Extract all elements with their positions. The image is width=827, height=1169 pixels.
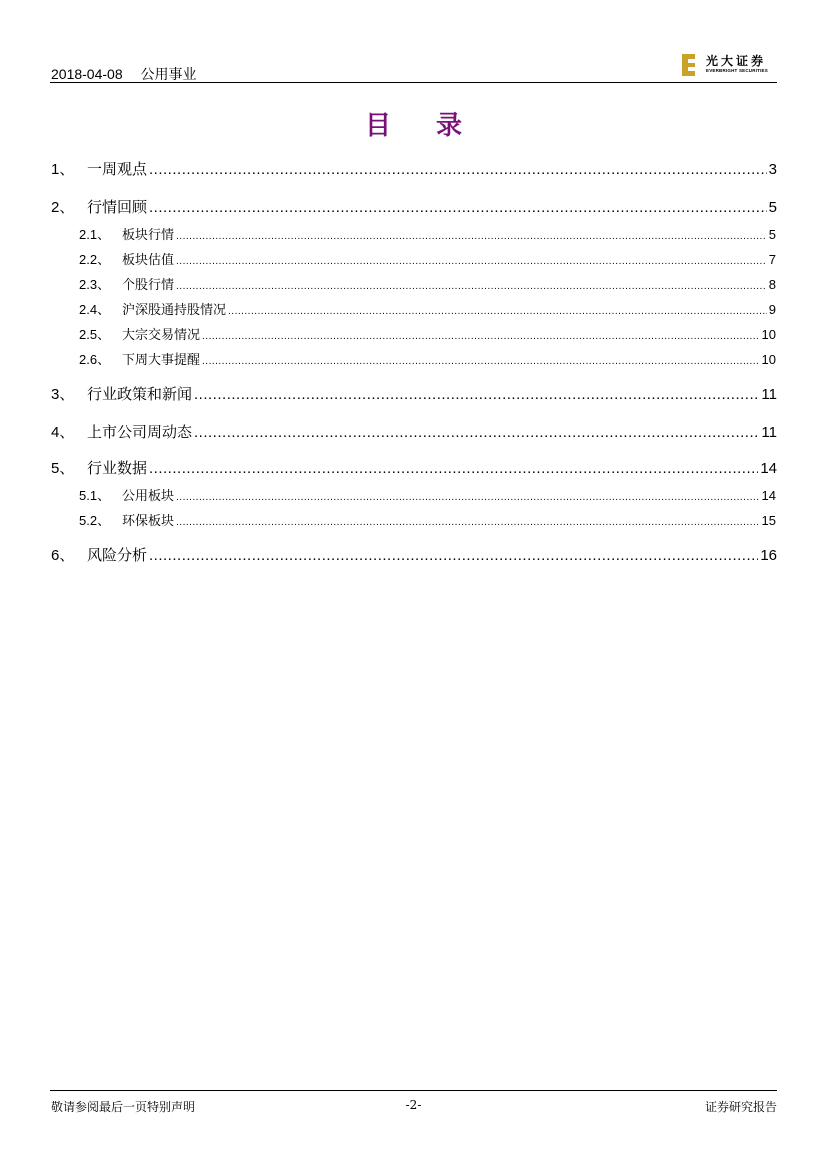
everbright-logo — [682, 52, 777, 78]
toc-title: 目 录 — [364, 111, 481, 141]
toc-entry-label[interactable]: 风险分析 — [87, 547, 148, 564]
toc-entry-number: 2.5、 — [79, 327, 111, 342]
toc-entry[interactable] — [79, 274, 776, 293]
toc-entry-label[interactable]: 一周观点 — [87, 161, 148, 178]
toc-entry-page[interactable]: 10 — [761, 327, 776, 342]
toc-entry-label[interactable]: 沪深股通持股情况 — [122, 302, 227, 317]
toc-entry-page[interactable]: 5 — [768, 199, 777, 216]
toc-entry-page[interactable]: 14 — [761, 488, 776, 503]
page-footer — [50, 1090, 777, 1114]
toc-dot-leader — [176, 256, 767, 267]
toc-entry-number: 4、 — [51, 424, 75, 441]
toc-entry-number: 5.1、 — [79, 488, 111, 503]
toc-entry-page[interactable]: 5 — [768, 227, 776, 242]
toc-entry-label[interactable]: 板块估值 — [122, 252, 175, 267]
toc-dot-leader — [149, 161, 767, 178]
toc-dot-leader — [202, 331, 760, 342]
toc-entry-label[interactable]: 行业政策和新闻 — [87, 386, 193, 403]
toc-entry-page[interactable]: 15 — [761, 513, 776, 528]
toc-entry[interactable] — [79, 249, 776, 268]
footer-page-number: -2- — [405, 1098, 422, 1112]
toc-entry-label[interactable]: 下周大事提醒 — [122, 352, 201, 367]
toc-entry-number: 2.1、 — [79, 227, 111, 242]
toc-entry[interactable] — [51, 158, 777, 179]
page-header — [50, 54, 777, 83]
toc-entry-number: 2.6、 — [79, 352, 111, 367]
toc-entry-number: 2.4、 — [79, 302, 111, 317]
toc-dot-leader — [176, 231, 767, 242]
toc-dot-leader — [194, 386, 759, 403]
toc-dot-leader — [176, 281, 767, 292]
toc-entry-label[interactable]: 个股行情 — [122, 277, 175, 292]
toc-dot-leader — [202, 356, 760, 367]
logo-name-en: EVERBRIGHT SECURITIES — [706, 68, 768, 73]
footer-doc-type: 证券研究报告 — [704, 1100, 777, 1114]
toc-entry-number: 5、 — [51, 460, 75, 477]
toc-entry-number: 2.2、 — [79, 252, 111, 267]
toc-entry-number: 6、 — [51, 547, 75, 564]
toc-entry-label[interactable]: 板块行情 — [122, 227, 175, 242]
toc-entry-number: 5.2、 — [79, 513, 111, 528]
toc-entry-page[interactable]: 10 — [761, 352, 776, 367]
toc-entry[interactable] — [51, 196, 777, 217]
header-meta — [51, 64, 211, 84]
toc-entry-page[interactable]: 7 — [768, 252, 776, 267]
toc-entry-page[interactable]: 11 — [761, 386, 777, 403]
toc-entry[interactable] — [51, 383, 777, 404]
toc-entry-page[interactable]: 11 — [761, 424, 777, 441]
toc-entry-page[interactable]: 14 — [760, 460, 777, 477]
toc-entry[interactable] — [51, 457, 777, 478]
toc-dot-leader — [176, 492, 760, 503]
toc-entry-label[interactable]: 上市公司周动态 — [87, 424, 193, 441]
toc-entry-number: 2、 — [51, 199, 75, 216]
toc-entry[interactable] — [51, 421, 777, 442]
industry-label: 公用事业 — [140, 66, 197, 82]
toc-entry-number: 1、 — [51, 161, 75, 178]
footer-disclaimer: 敬请参阅最后一页特别声明 — [51, 1100, 196, 1114]
toc-dot-leader — [149, 547, 758, 564]
toc-entry[interactable] — [79, 510, 776, 529]
toc-entry-number: 2.3、 — [79, 277, 111, 292]
toc-entry[interactable] — [51, 544, 777, 565]
toc-entry-label[interactable]: 公用板块 — [122, 488, 175, 503]
logo-name-cn: 光大证券 — [706, 54, 767, 68]
toc-entry[interactable] — [79, 485, 776, 504]
toc-dot-leader — [228, 306, 767, 317]
toc-entry-page[interactable]: 16 — [760, 547, 777, 564]
toc-entry-label[interactable]: 行业数据 — [87, 460, 148, 477]
toc-entry[interactable] — [79, 224, 776, 243]
toc-dot-leader — [149, 199, 767, 216]
toc-entry-page[interactable]: 9 — [768, 302, 776, 317]
toc-dot-leader — [194, 424, 759, 441]
toc-entry[interactable] — [79, 349, 776, 368]
toc-entry-number: 3、 — [51, 386, 75, 403]
report-date: 2018-04-08 — [51, 66, 123, 82]
toc-entry-page[interactable]: 8 — [768, 277, 776, 292]
toc-entry-label[interactable]: 行情回顾 — [87, 199, 148, 216]
toc-entry[interactable] — [79, 299, 776, 318]
toc-dot-leader — [149, 460, 758, 477]
toc-entry[interactable] — [79, 324, 776, 343]
toc-dot-leader — [176, 517, 760, 528]
toc-entry-page[interactable]: 3 — [768, 161, 777, 178]
toc-entry-label[interactable]: 大宗交易情况 — [122, 327, 201, 342]
everbright-logo-icon — [682, 54, 698, 76]
toc-entry-label[interactable]: 环保板块 — [122, 513, 175, 528]
